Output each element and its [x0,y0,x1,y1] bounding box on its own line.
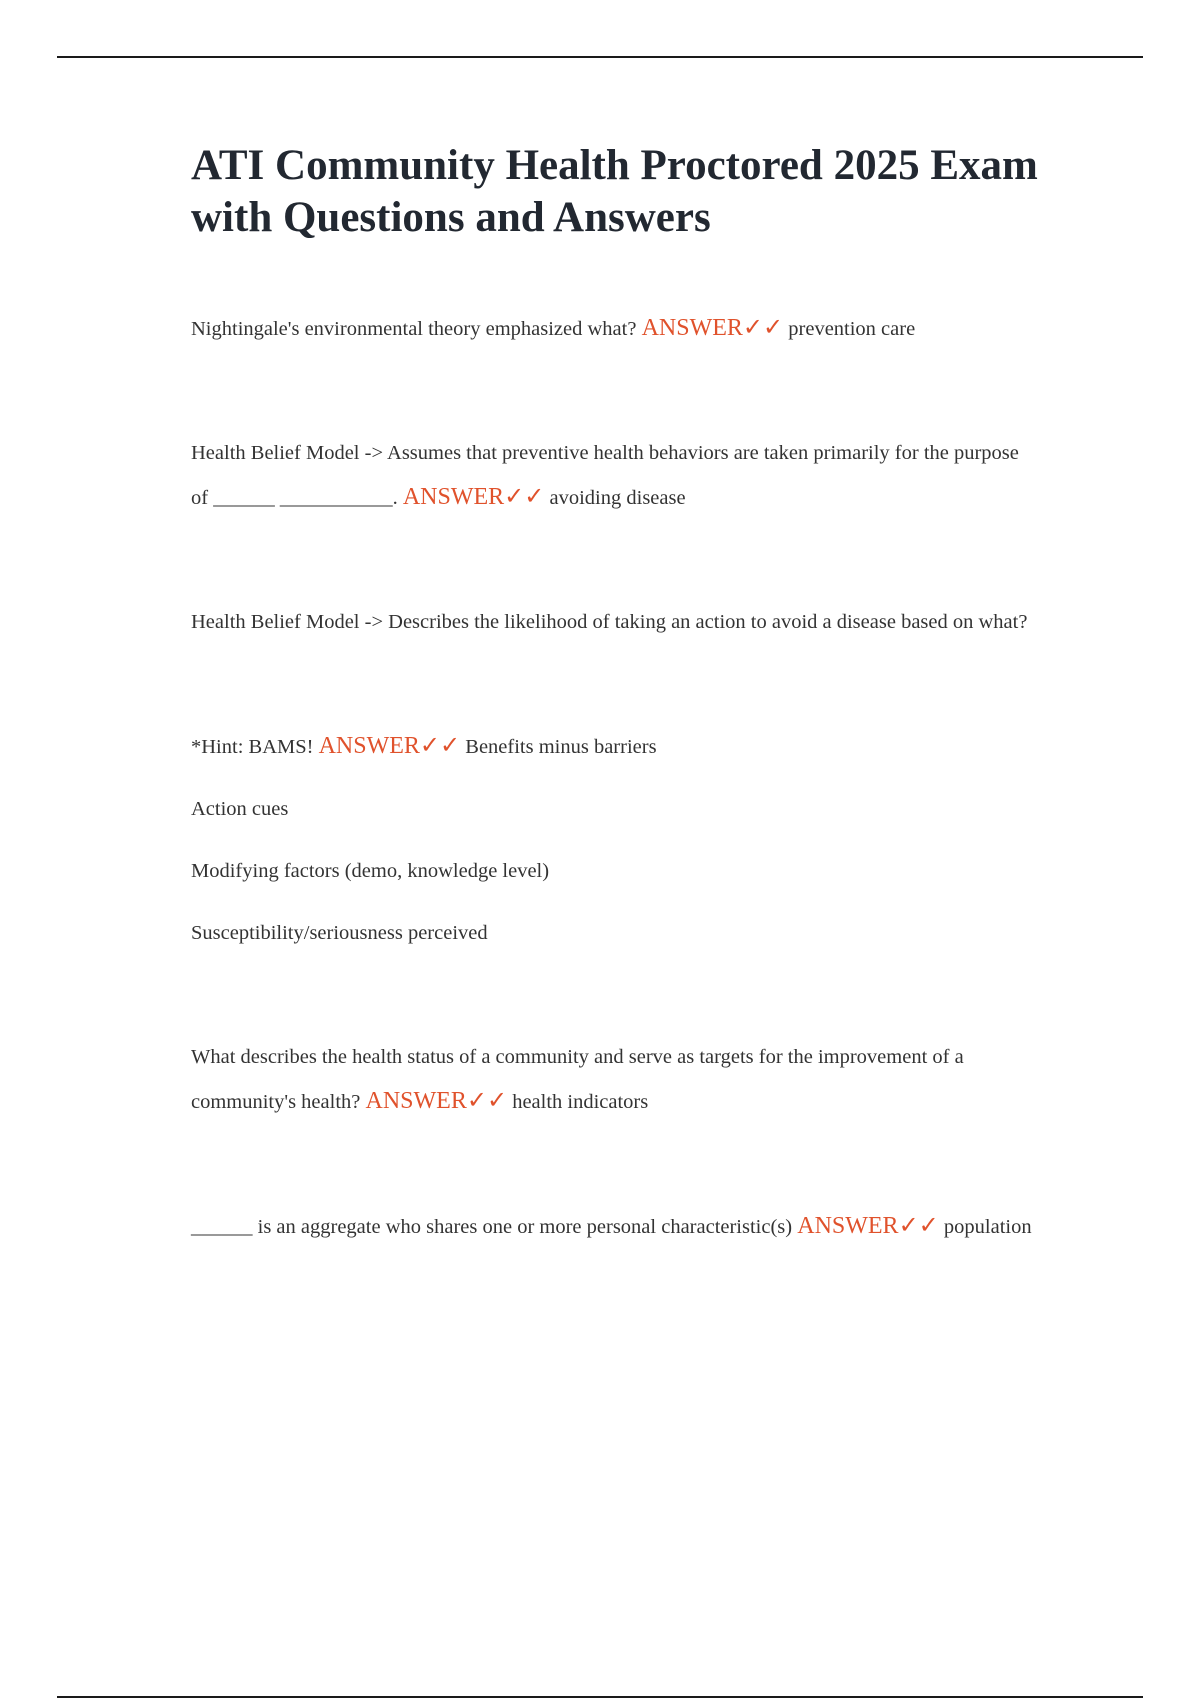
question-text: Nightingale's environmental theory emphasized what? [191,318,637,340]
question-text: ______ is an aggregate who shares one or more personal characteristic(s) [191,1216,793,1238]
bottom-rule [57,1696,1143,1698]
hint-text: *Hint: BAMS! [191,736,314,758]
qa-item-2 [191,431,1041,520]
answer-marker: ANSWER✓✓ [641,315,784,341]
answer-marker: ANSWER✓✓ [318,733,461,759]
answer-extra-line: Modifying factors (demo, knowledge level) [191,860,550,882]
top-rule [57,56,1143,58]
answer-marker: ANSWER✓✓ [797,1213,939,1239]
answer-marker: ANSWER✓✓ [402,484,545,510]
answer-text: prevention care [788,318,916,340]
answer-extra-line: Action cues [191,798,289,820]
answer-marker: ANSWER✓✓ [365,1088,508,1114]
document-body [191,140,1041,1249]
question-text: What describes the health status of a community and serve as targets for the improvement of a community's health? [191,1046,964,1113]
qa-item-1 [191,306,1041,351]
document-title: ATI Community Health Proctored 2025 Exam with Questions and Answers [191,142,1038,241]
question-text: Health Belief Model -> Describes the likelihood of taking an action to avoid a disease based on what? [191,611,1028,633]
qa-item-4 [191,1035,1041,1124]
qa-item-3-question [191,600,1041,644]
qa-item-5 [191,1204,1041,1249]
answer-text: population [943,1216,1032,1238]
answer-extra-line: Susceptibility/seriousness perceived [191,922,488,944]
answer-text: health indicators [512,1091,649,1113]
qa-item-3-hint [191,724,1041,769]
answer-text: Benefits minus barriers [465,736,657,758]
answer-text: avoiding disease [549,487,686,509]
question-text: Health Belief Model -> Assumes that preventive health behaviors are taken primarily for the purpose of ______ ___________. [191,442,1019,509]
